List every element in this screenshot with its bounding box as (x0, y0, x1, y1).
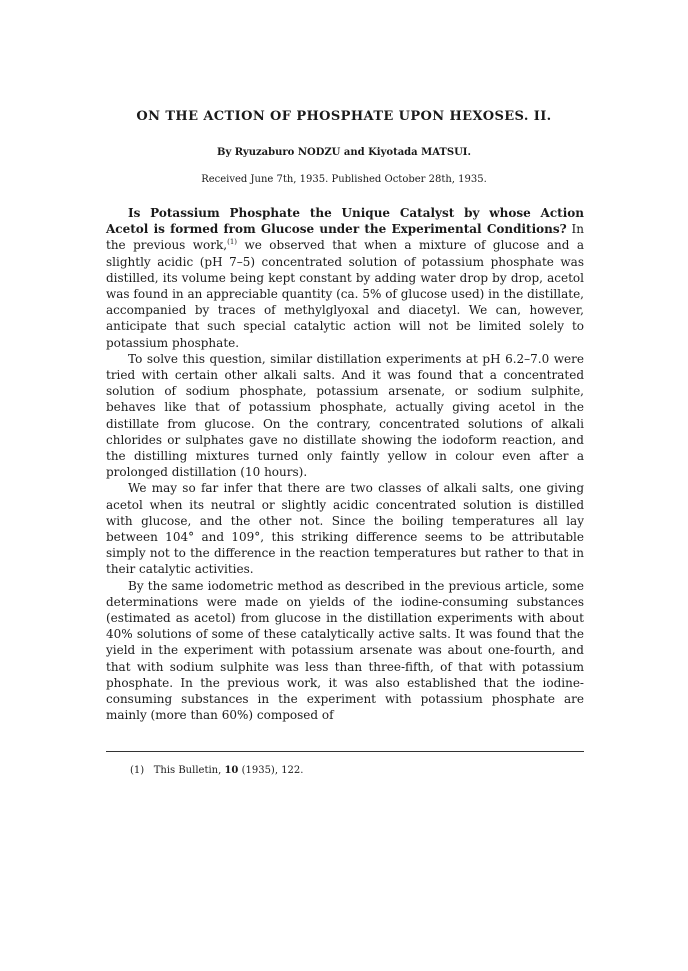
footnote-number: (1) (130, 765, 145, 776)
body-text (106, 205, 584, 724)
footnote-divider (106, 751, 584, 752)
author-name-1: Ryuzaburo NODZU (234, 147, 341, 158)
footnote-reference: (1) (227, 238, 238, 247)
paragraph-1 (106, 205, 584, 351)
lead-question: Is Potassium Phosphate the Unique Catalyst by whose Action Acetol is formed from Glucose under the Experimental Conditions? (106, 206, 584, 237)
footnote (130, 765, 303, 776)
and-label: and (343, 147, 365, 158)
received-date: Received June 7th, 1935. Published October 28th, 1935. (201, 174, 487, 185)
paragraph-4: By the same iodometric method as described in the previous article, some determinations were made on yields of the iodine-consuming substances (estimated as acetol) from glucose in the distillation experiments with about 40% solutions of some of these catalytically active salts. It was found that the yield in the experiment with potassium arsenate was about one-fourth, and that with sodium sulphite was less than three-fifth, of that with potassium phosphate. In the previous work, it was also established that the iodine-consuming substances in the experiment with potassium phosphate are mainly (more than 60%) composed of (106, 578, 584, 723)
footnote-volume: 10 (224, 765, 239, 776)
paragraph-1-text-b: we observed that when a mixture of glucose and a slightly acidic (pH 7–5) concentrated solution of potassium phosphate was distilled, its volume being kept constant by adding water drop by drop, acetol was found in an appreciable quantity (ca. 5% of glucose used) in the distillate, accompanied by traces of methylglyoxal and diacetyl. We can, however, anticipate that such special catalytic action will not be limited solely to potassium phosphate. (106, 238, 584, 350)
author-line (0, 147, 688, 158)
footnote-citation: (1935), 122. (241, 765, 304, 776)
by-label: By (217, 147, 232, 158)
paragraph-2: To solve this question, similar distillation experiments at pH 6.2–7.0 were tried with certain other alkali salts. And it was found that a concentrated solution of sodium phosphate, potassium arsenate, or sodium sulphite, behaves like that of potassium phosphate, actually giving acetol in the distillate from glucose. On the contrary, concentrated solutions of alkali chlorides or sulphates gave no distillate showing the iodoform reaction, and the distilling mixtures turned only faintly yellow in colour even after a prolonged distillation (10 hours). (106, 351, 584, 480)
footnote-source: This Bulletin, (153, 765, 222, 776)
paragraph-1-text-a: In the previous work, (106, 222, 584, 253)
author-name-2: Kiyotada MATSUI. (368, 147, 471, 158)
paper-title: ON THE ACTION OF PHOSPHATE UPON HEXOSES. II. (136, 109, 552, 124)
paragraph-3: We may so far infer that there are two classes of alkali salts, one giving acetol when its neutral or slightly acidic concentrated solution is distilled with glucose, and the other not. Since the boiling temperatures all lay between 104° and 109°, this striking difference seems to be attributable simply not to the difference in the reaction temperatures but rather to that in their catalytic activities. (106, 481, 584, 577)
